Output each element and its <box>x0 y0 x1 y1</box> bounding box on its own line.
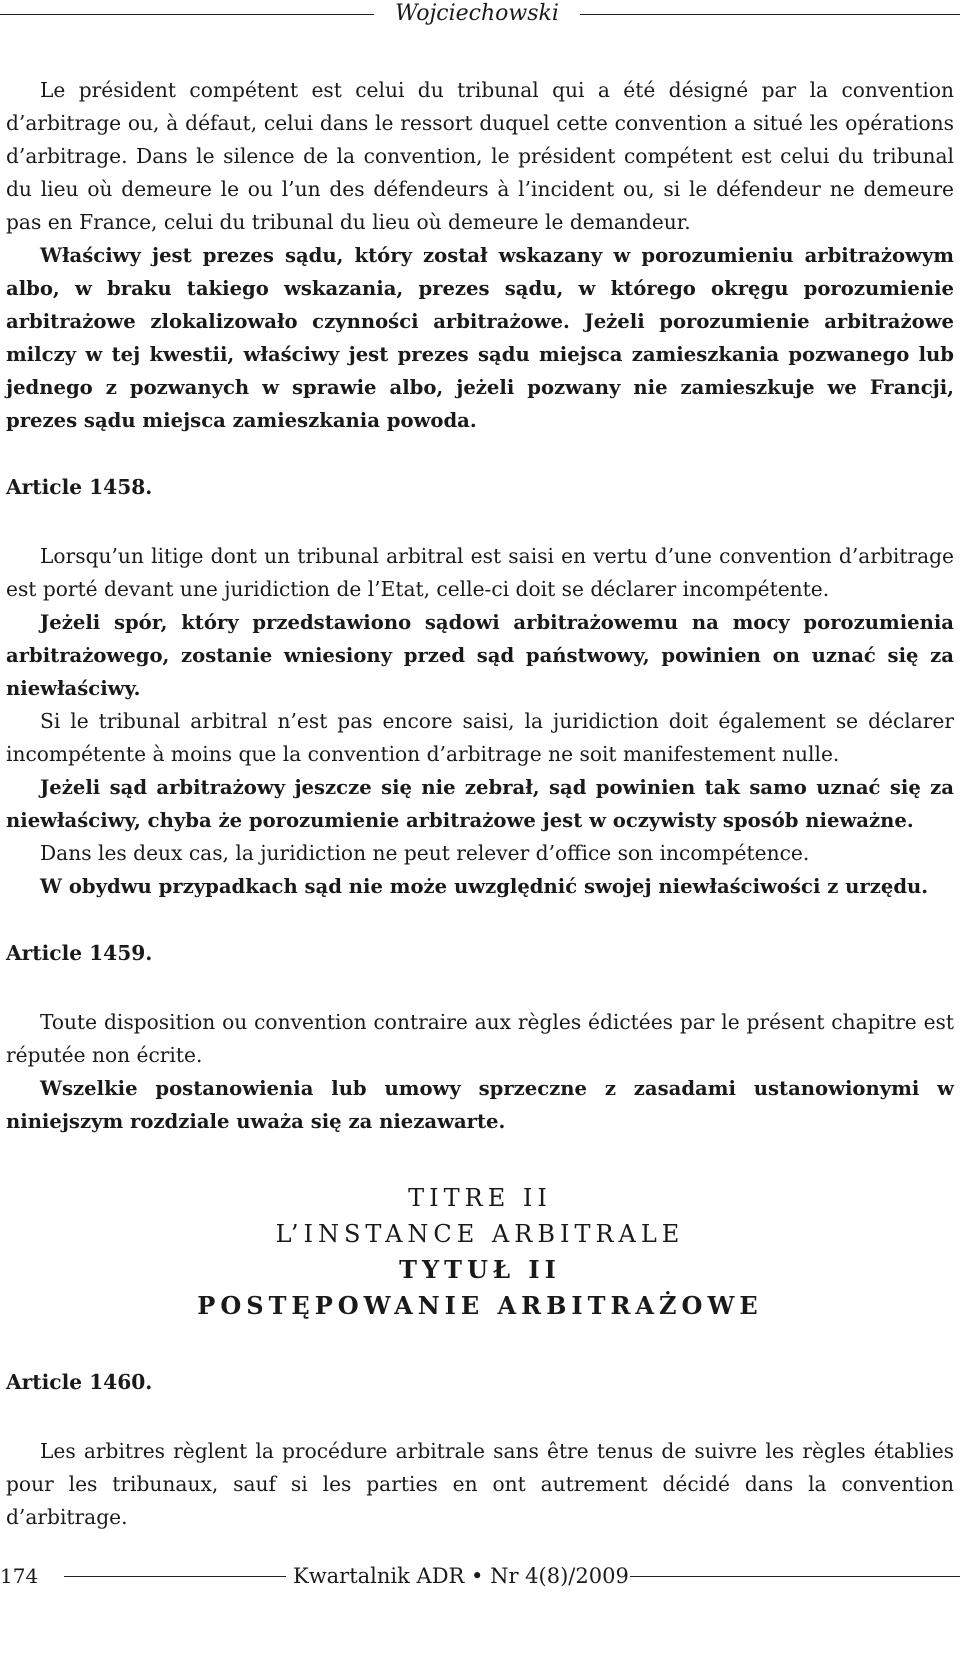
running-header <box>0 0 960 30</box>
paragraph-polish: Wszelkie postanowienia lub umowy sprzeczne z zasadami ustanowionymi w niniejszym rozdziale uważa się za niezawarte. <box>6 1077 954 1133</box>
page-number: 174 <box>0 1564 39 1588</box>
page-body <box>6 74 954 1534</box>
paragraph-polish: W obydwu przypadkach sąd nie może uwzględnić swojej niewłaściwości z urzędu. <box>40 875 929 898</box>
article-heading-1459: Article 1459. <box>6 941 153 965</box>
header-rule-left <box>0 14 374 15</box>
article-heading-1460: Article 1460. <box>6 1370 153 1394</box>
title-block <box>0 1180 960 1324</box>
title-french-number: TITRE II <box>408 1184 552 1212</box>
journal-title: Kwartalnik ADR • Nr 4(8)/2009 <box>293 1564 629 1588</box>
header-rule-right <box>580 14 960 15</box>
paragraph-french: Lorsqu’un litige dont un tribunal arbitral est saisi en vertu d’une convention d’arbitrage est porté devant une juridiction de l’Etat, celle-ci doit se déclarer incompétente. <box>6 544 954 601</box>
footer-rule-left <box>64 1576 286 1577</box>
paragraph-polish: Jeżeli spór, który przedstawiono sądowi arbitrażowemu na mocy porozumienia arbitrażowego, zostanie wniesiony przed sąd państwowy, powinien on uznać się za niewłaściwy. <box>6 611 954 700</box>
title-polish-number: TYTUŁ II <box>399 1255 561 1284</box>
paragraph-french: Le président compétent est celui du tribunal qui a été désigné par la convention d’arbitrage ou, à défaut, celui dans le ressort duquel cette convention a situé les opérations d’arbitrage. Dans le silence de la convention, le président compétent est celui du tribunal du lieu où demeure le ou l’un des défendeurs à l’incident ou, si le défendeur ne demeure pas en France, celui du tribunal du lieu où demeure le demandeur. <box>6 78 954 234</box>
title-french-name: L’INSTANCE ARBITRALE <box>275 1220 685 1248</box>
paragraph-french: Si le tribunal arbitral n’est pas encore saisi, la juridiction doit également se déclarer incompétente à moins que la convention d’arbitrage ne soit manifestement nulle. <box>6 709 954 766</box>
paragraph-french: Dans les deux cas, la juridiction ne peut relever d’office son incompétence. <box>40 841 810 865</box>
title-polish-name: POSTĘPOWANIE ARBITRAŻOWE <box>197 1291 763 1320</box>
paragraph-polish: Właściwy jest prezes sądu, który został wskazany w porozumieniu arbitrażowym albo, w braku takiego wskazania, prezes sądu, w którego okręgu porozumienie arbitrażowe zlokalizowało czynności arbitrażowe. Jeżeli porozumienie arbitrażowe milczy w tej kwestii, właściwy jest prezes sądu miejsca zamieszkania pozwanego lub jednego z pozwanych w sprawie albo, jeżeli pozwany nie zamieszkuje we Francji, prezes sądu miejsca zamieszkania powoda. <box>6 244 954 432</box>
paragraph-polish: Jeżeli sąd arbitrażowy jeszcze się nie zebrał, sąd powinien tak samo uznać się za niewłaściwy, chyba że porozumienie arbitrażowe jest w oczywisty sposób nieważne. <box>6 776 954 832</box>
header-author: Wojciechowski <box>395 1 559 26</box>
paragraph-french: Les arbitres règlent la procédure arbitrale sans être tenus de suivre les règles établies pour les tribunaux, sauf si les parties en ont autrement décidé dans la convention d’arbitrage. <box>6 1439 954 1529</box>
article-heading-1458: Article 1458. <box>6 475 153 499</box>
paragraph-french: Toute disposition ou convention contraire aux règles édictées par le présent chapitre est réputée non écrite. <box>6 1010 954 1067</box>
running-footer <box>0 1556 960 1596</box>
footer-rule-right <box>630 1576 960 1577</box>
